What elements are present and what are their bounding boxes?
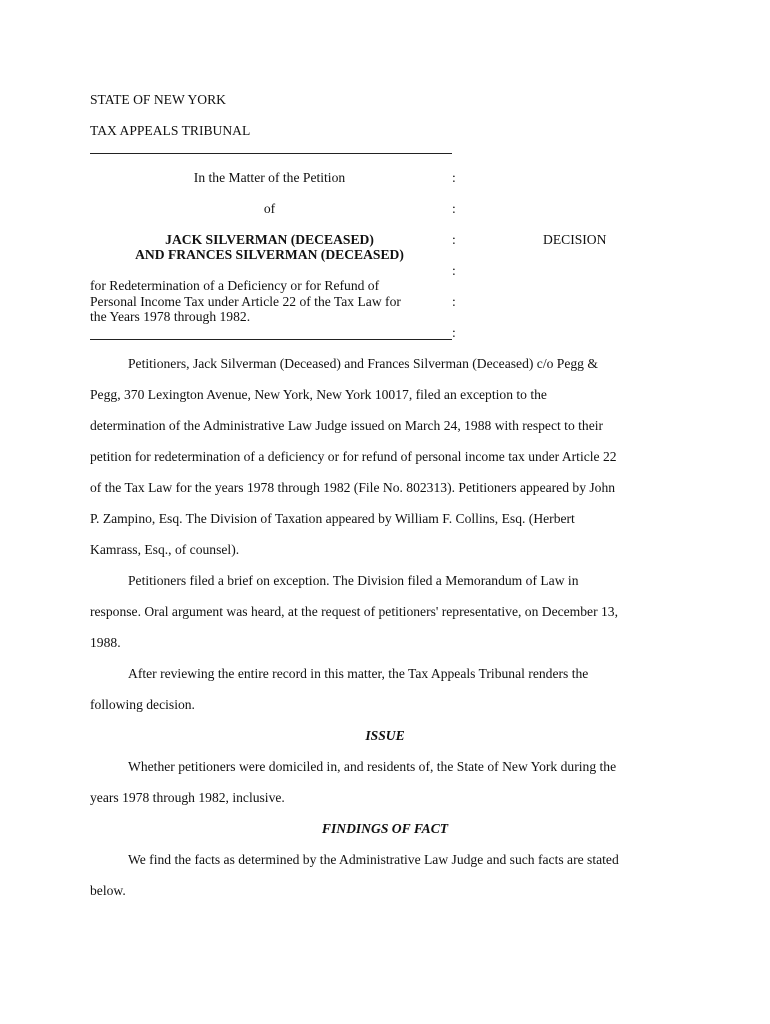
caption-purpose-line-2: Personal Income Tax under Article 22 of the Tax Law for	[90, 294, 401, 309]
caption-colon: :	[452, 294, 456, 309]
paragraph-4	[90, 751, 680, 813]
text-line: Pegg, 370 Lexington Avenue, New York, New York 10017, filed an exception to the	[90, 387, 547, 402]
text-line: Petitioners filed a brief on exception. The Division filed a Memorandum of Law in	[128, 573, 579, 588]
tribunal-heading: TAX APPEALS TRIBUNAL	[90, 123, 251, 138]
text-line: petition for redetermination of a deficiency or for refund of personal income tax under Article 22	[90, 449, 617, 464]
caption-colon: :	[452, 325, 456, 340]
caption-top-rule	[90, 153, 452, 154]
text-line: P. Zampino, Esq. The Division of Taxation appeared by William F. Collins, Esq. (Herbert	[90, 511, 575, 526]
caption-colon: :	[452, 263, 456, 278]
paragraph-5	[90, 844, 680, 906]
text-line: following decision.	[90, 697, 195, 712]
caption-colon: :	[452, 170, 456, 185]
text-line: determination of the Administrative Law Judge issued on March 24, 1988 with respect to their	[90, 418, 604, 433]
caption-purpose-line-1: for Redetermination of a Deficiency or for Refund of	[90, 278, 380, 293]
decision-body	[90, 348, 680, 906]
issue-heading: ISSUE	[365, 728, 405, 743]
paragraph-1	[90, 348, 680, 565]
petitioner-name-2: AND FRANCES SILVERMAN (DECEASED)	[135, 247, 404, 262]
caption-matter: In the Matter of the Petition	[193, 170, 346, 185]
text-line: Kamrass, Esq., of counsel).	[90, 542, 240, 557]
caption-colon: :	[452, 201, 456, 216]
caption-colon: :	[452, 232, 456, 247]
findings-heading: FINDINGS OF FACT	[321, 821, 449, 836]
paragraph-3	[90, 658, 680, 720]
text-line: below.	[90, 883, 126, 898]
petitioner-name-1: JACK SILVERMAN (DECEASED)	[165, 232, 374, 247]
text-line: of the Tax Law for the years 1978 through 1982 (File No. 802313). Petitioners appeared by John	[90, 480, 616, 495]
text-line: Whether petitioners were domiciled in, and residents of, the State of New York during the	[128, 759, 617, 774]
text-line: years 1978 through 1982, inclusive.	[90, 790, 285, 805]
paragraph-2	[90, 565, 680, 658]
caption-of: of	[263, 201, 276, 216]
text-line: After reviewing the entire record in this matter, the Tax Appeals Tribunal renders the	[128, 666, 589, 681]
caption-bottom-rule	[90, 339, 452, 340]
text-line: We find the facts as determined by the Administrative Law Judge and such facts are stated	[128, 852, 619, 867]
caption-purpose-line-3: the Years 1978 through 1982.	[90, 309, 251, 324]
text-line: response. Oral argument was heard, at the request of petitioners' representative, on December 13,	[90, 604, 619, 619]
decision-label: DECISION	[543, 232, 607, 247]
text-line: 1988.	[90, 635, 121, 650]
text-line: Petitioners, Jack Silverman (Deceased) and Frances Silverman (Deceased) c/o Pegg &	[128, 356, 598, 371]
state-heading: STATE OF NEW YORK	[90, 92, 226, 107]
